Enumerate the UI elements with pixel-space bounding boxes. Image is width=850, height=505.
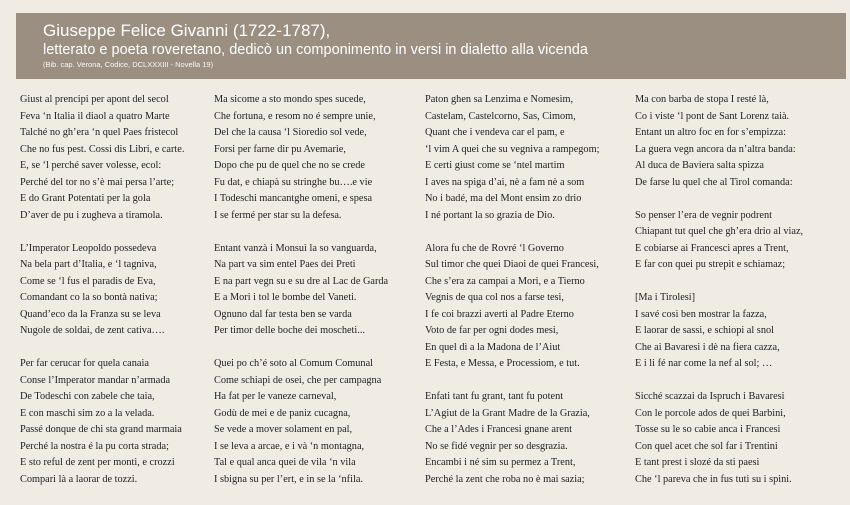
verse-line: E do Grant Potentati per la gola [20,193,151,204]
poem-column-2 [214,92,388,505]
stanza [214,241,388,340]
verse-line: Passé donque de chi sta grand marmaia [20,424,182,435]
verse-line: Per timor delle boche dei moscheti... [214,325,365,336]
verse-line: Che a l’Ades i Francesi gnane arent [425,424,572,435]
stanza [635,208,803,274]
stanza [20,92,184,224]
verse-line: Na part va sim entel Paes dei Preti [214,259,356,270]
verse-line: Che no fus pest. Cossi dis Libri, e carte. [20,143,185,155]
verse-line: Quei po ch’é soto al Comum Comunal [214,358,374,369]
verse-line: Sul timor che quei Diaoi de quei Francesi, [425,259,599,270]
verse-line: Come se ‘l fus el paradis de Eva, [20,275,156,287]
stanza [20,241,184,340]
poem-column-1 [20,92,184,505]
verse-line: Fu dat, e chiapà su stringhe bu….e vie [214,176,373,188]
verse-line: Quand’eco da la Franza su se leva [20,308,161,320]
verse-line: Paton ghen sa Lenzima e Nomesim, [425,94,574,105]
verse-line: E laorar de sassi, e schiopi al snol [635,325,774,336]
stanza [425,389,599,488]
stanza [425,241,599,373]
verse-line: Che ‘l pareva che in fus tuti su i spini. [635,473,792,485]
stanza [214,92,388,224]
verse-line: Castelam, Castelcorno, Sas, Cimom, [425,110,576,122]
verse-line: Godù de mei e de paniz cucagna, [214,407,351,419]
poem-column-4 [635,92,803,505]
stanza [214,356,388,488]
verse-line: Con quel acet che sol far i Trentini [635,440,778,452]
verse-line: Tal e qual anca quei de vila ‘n vila [214,457,356,468]
verse-line: So penser l’era de vegnir podrent [635,209,772,221]
verse-line: Comandant co la so bontà nativa; [20,292,158,303]
verse-line: Come schiapi de osei, che per campagna [214,374,382,386]
verse-line: E na part vegn su e su dre al Lac de Garda [214,275,389,287]
verse-line: Tosse su le so cabie anca i Francesi [635,424,781,435]
verse-line: Ma sicome a sto mondo spes sucede, [214,94,366,105]
verse-line: Chiapant tut quel che gh’era drio al viaz, [635,226,804,237]
verse-line: Enfati tant fu grant, tant fu potent [425,391,564,402]
verse-line: Quant che i vendeva car el pam, e [425,127,565,138]
verse-line: Voto de far per ogni dodes mesi, [425,325,559,336]
verse-line: E sto reful de zent per monti, e crozzi [20,457,175,468]
verse-line: Alora fu che de Rovré ‘l Governo [425,242,564,254]
verse-line: I se leva a arcae, e i và ‘n montagna, [214,440,365,452]
verse-line: [Ma i Tirolesi] [635,292,696,303]
stanza [425,92,599,224]
verse-line: Perché la nostra é la pu corta strada; [20,440,169,452]
verse-line: Ha fat per le vaneze carneval, [214,391,337,402]
verse-line: Nugole de soldai, de zent cativa…. [20,325,165,336]
verse-line: Forsi per farne dir pu Avemarie, [214,143,346,155]
header-banner [16,13,846,79]
verse-line: I fe coi brazzi averti al Padre Eterno [425,308,574,320]
verse-line: E i li fé nar come la nef al sol; … [635,358,773,369]
verse-line: Compari là a laorar de tozzi. [20,473,138,485]
verse-line: L’Imperator Leopoldo possedeva [20,242,157,254]
verse-line: Entant un altro foc en for s’empizza: [635,127,786,138]
poem-columns [0,92,850,485]
page-subtitle: letterato e poeta roveretano, dedicò un componimento in versi in dialetto alla vicenda [43,42,588,58]
verse-line: Perché la zent che roba no è mai sazia; [425,473,585,485]
verse-line: Co i viste ‘l pont de Sant Lorenz taià. [635,110,790,122]
verse-line: Feva ‘n Italia il diaol a quatro Marte [20,110,170,122]
verse-line: Se vede a mover solament en pal, [214,424,353,435]
verse-line: Entant vanzà i Monsuì la so vanguarda, [214,242,377,254]
verse-line: Che fortuna, e resom no é sempre unie, [214,110,376,122]
verse-line: Conse l’Imperator mandar n’armada [20,374,171,386]
stanza [635,389,803,488]
verse-line: Vegnis de qua col nos a farse tesi, [425,292,564,303]
verse-line: I sbigna su per l’ert, e in se la ‘nfila. [214,473,363,485]
verse-line: Talché no gh’era ‘n quel Paes fristecol [20,127,179,138]
verse-line: E far con quei pu strepit e schiamaz; [635,259,786,270]
verse-line: Con le porcole ados de quei Barbini, [635,407,786,419]
stanza [635,290,803,373]
verse-line: E con maschi sim zo a la velada. [20,407,155,419]
verse-line: D’aver de pu i zugheva a tiramola. [20,209,163,221]
verse-line: E a Mori i tol le bombe del Vaneti. [214,292,357,303]
verse-line: La guera vegn ancora da n’altra banda: [635,143,796,155]
poem-column-3 [425,92,599,505]
verse-line: Del che la causa ‘l Sioredio sol vede, [214,127,367,138]
verse-line: I savé così ben mostrar la fazza, [635,308,767,320]
verse-line: Ma con barba de stopa I resté là, [635,94,769,105]
verse-line: I se fermé per star su la defesa. [214,209,342,221]
source-citation: (Bib. cap. Verona, Codice, DCLXXXIII - Novella 19) [43,60,214,69]
verse-line: E cobiarse ai Francesci apres a Trent, [635,242,789,254]
verse-line: E, se ‘l perché saver volesse, ecol: [20,160,162,171]
verse-line: No i badé, ma del Mont ensim zo drio [425,193,582,204]
verse-line: Al duca de Baviera salta spizza [635,160,764,171]
verse-line: Giust al prencipi per apont del secol [20,94,169,105]
verse-line: L’Agiut de la Grant Madre de la Grazia, [425,407,590,419]
verse-line: Sicché scazzai da Ispruch i Bavaresi [635,391,785,402]
verse-line: En quel dì a la Madona de l’Aiut [425,341,561,353]
verse-line: ‘l vim A quei che su vegniva a rampegom; [425,143,600,155]
verse-line: I né portant la so grazia de Dio. [425,209,555,221]
verse-line: Che ai Bavaresi i dè na fiera cazza, [635,341,780,353]
stanza [20,356,184,488]
verse-line: I aves na spiga d’ai, nè a fam nè a som [425,176,585,188]
verse-line: Perché del tor no s’è mai persa l’arte; [20,176,175,188]
verse-line: Dopo che pu de quel che no se crede [214,160,365,171]
verse-line: Ognuno dal far testa ben se varda [214,308,352,320]
verse-line: E Festa, e Messa, e Processiom, e tut. [425,358,580,369]
verse-line: De Todeschi con zabele che taia, [20,391,155,402]
verse-line: Per far cerucar for quela canaia [20,358,149,369]
stanza [635,92,803,191]
page-title: Giuseppe Felice Givanni (1722-1787), [43,21,331,40]
verse-line: E tant prest i slozé da sti paesi [635,457,760,468]
verse-line: Encambi i né sim su permez a Trent, [425,457,576,468]
verse-line: No se fidé vegnir per so desgrazia. [425,440,568,452]
verse-line: I Todeschi mancantghe omeni, e spesa [214,193,373,204]
verse-line: De farse lu quel che al Tirol comanda: [635,176,793,188]
verse-line: Che s’era za campai a Mori, e a Tierno [425,275,585,287]
verse-line: E certi giust come se ‘ntel martim [425,160,565,171]
verse-line: Na bela part d’Italia, e ‘l tagniva, [20,259,157,270]
